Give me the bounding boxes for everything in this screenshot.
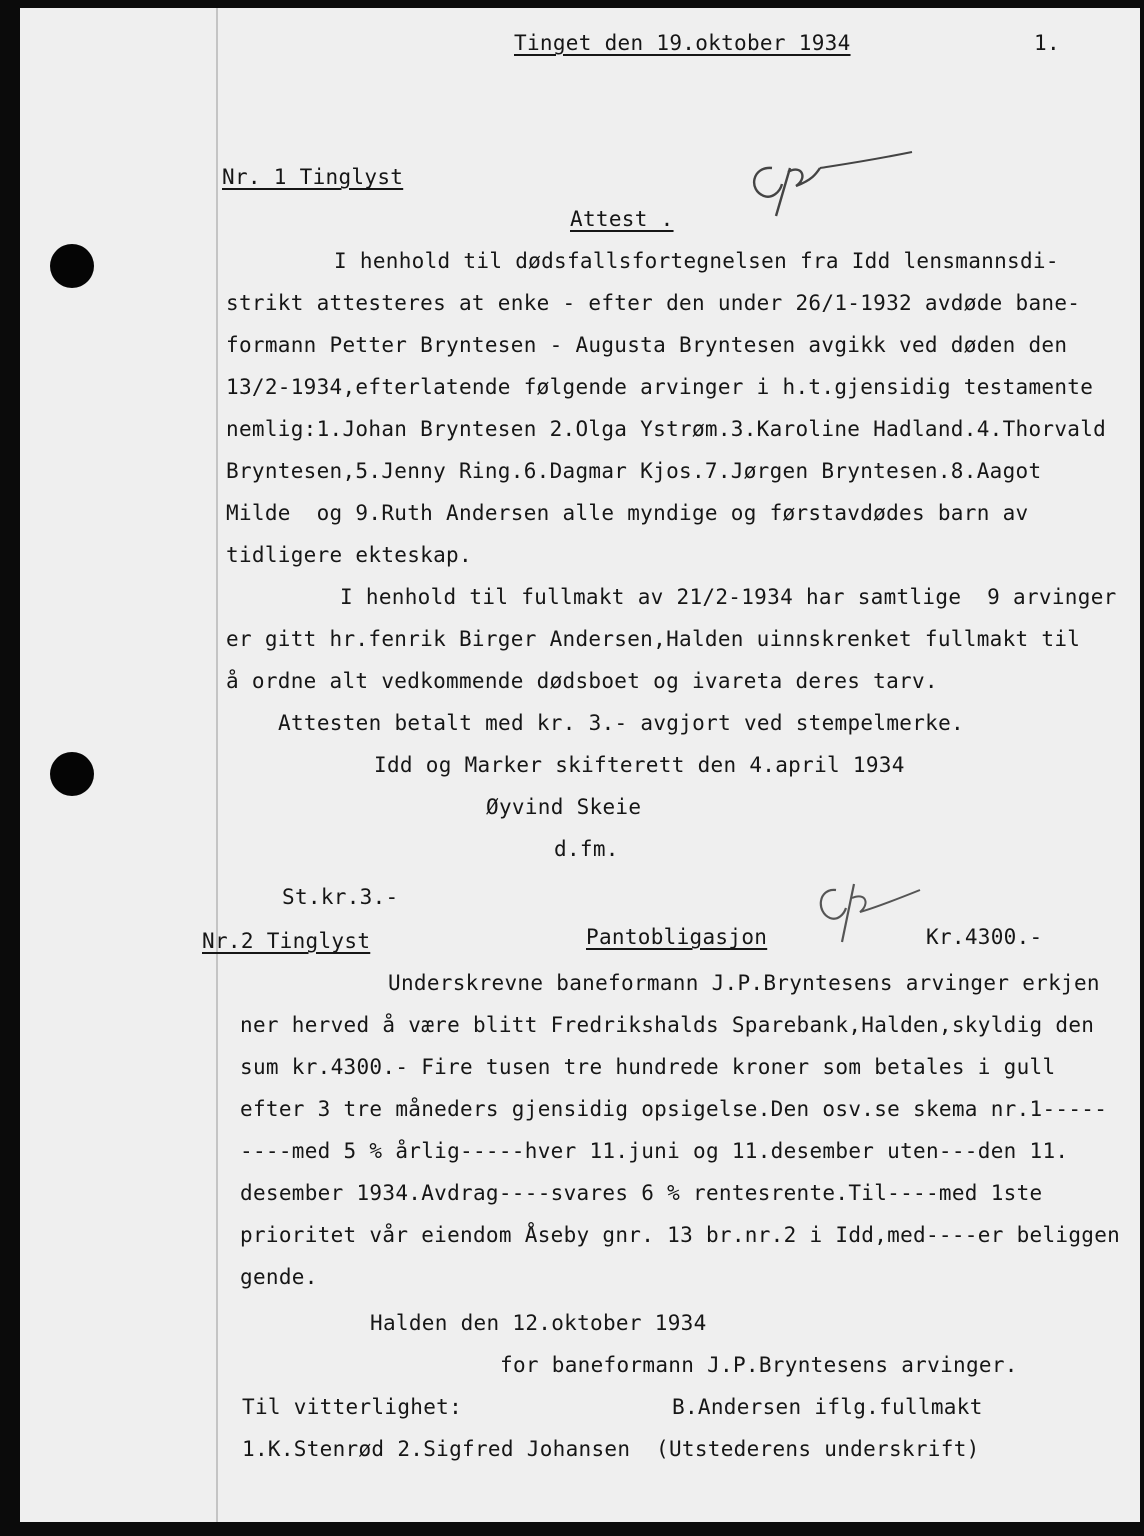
text-line: tidligere ekteskap. xyxy=(226,543,472,567)
signatory-title: d.fm. xyxy=(554,837,619,861)
text-line: Underskrevne baneformann J.P.Bryntesens arvinger erkjen xyxy=(388,971,1100,995)
text-line: å ordne alt vedkommende dødsboet og ivareta deres tarv. xyxy=(226,669,938,693)
text-line: desember 1934.Avdrag----svares 6 % rentesrente.Til----med 1ste xyxy=(240,1181,1043,1205)
handwritten-initials-mark xyxy=(742,138,932,228)
text-line: I henhold til dødsfallsfortegnelsen fra Idd lensmannsdi- xyxy=(334,249,1059,273)
entry2-heading: Nr.2 Tinglyst xyxy=(202,929,371,953)
place-date-line: Halden den 12.oktober 1934 xyxy=(370,1311,707,1335)
text-line: nemlig:1.Johan Bryntesen 2.Olga Ystrøm.3.Karoline Hadland.4.Thorvald xyxy=(226,417,1107,441)
date-line: Tinget den 19.oktober 1934 xyxy=(514,31,851,55)
witness-label: Til vitterlighet: xyxy=(242,1395,463,1419)
text-line: efter 3 tre måneders gjensidig opsigelse.Den osv.se skema nr.1----- xyxy=(240,1097,1108,1121)
text-line: Attesten betalt med kr. 3.- avgjort ved stempelmerke. xyxy=(278,711,964,735)
text-line: I henhold til fullmakt av 21/2-1934 har samtlige 9 arvinger xyxy=(340,585,1117,609)
entry2-title: Pantobligasjon xyxy=(586,925,768,949)
text-line: formann Petter Bryntesen - Augusta Bryntesen avgikk ved døden den xyxy=(226,333,1068,357)
text-line: Milde og 9.Ruth Andersen alle myndige og førstavdødes barn av xyxy=(226,501,1029,525)
text-line: prioritet vår eiendom Åseby gnr. 13 br.nr.2 i Idd,med----er beliggen xyxy=(240,1223,1121,1247)
text-line: sum kr.4300.- Fire tusen tre hundrede kroner som betales i gull xyxy=(240,1055,1056,1079)
text-line: Bryntesen,5.Jenny Ring.6.Dagmar Kjos.7.Jørgen Bryntesen.8.Aagot xyxy=(226,459,1042,483)
entry1-heading: Nr. 1 Tinglyst xyxy=(222,165,404,189)
punch-hole-top xyxy=(50,244,94,288)
document-page xyxy=(20,8,1140,1522)
signer-line: B.Andersen iflg.fullmakt xyxy=(672,1395,983,1419)
text-line: er gitt hr.fenrik Birger Andersen,Halden uinnskrenket fullmakt til xyxy=(226,627,1081,651)
margin-line xyxy=(216,8,218,1522)
text-line: Idd og Marker skifterett den 4.april 1934 xyxy=(374,753,905,777)
punch-hole-bottom xyxy=(50,752,94,796)
witness-names: 1.K.Stenrød 2.Sigfred Johansen xyxy=(242,1437,631,1461)
signatory-name: Øyvind Skeie xyxy=(486,795,642,819)
stamp-fee: St.kr.3.- xyxy=(282,885,399,909)
text-line: 13/2-1934,efterlatende følgende arvinger i h.t.gjensidig testamente xyxy=(226,375,1094,399)
text-line: ner herved å være blitt Fredrikshalds Sparebank,Halden,skyldig den xyxy=(240,1013,1095,1037)
entry2-amount: Kr.4300.- xyxy=(926,925,1043,949)
on-behalf-line: for baneformann J.P.Bryntesens arvinger. xyxy=(500,1353,1018,1377)
text-line: ----med 5 % årlig-----hver 11.juni og 11.desember uten---den 11. xyxy=(240,1139,1069,1163)
handwritten-initials-mark xyxy=(810,868,930,948)
text-line: strikt attesteres at enke - efter den under 26/1-1932 avdøde bane- xyxy=(226,291,1081,315)
issuer-signature-label: (Utstederens underskrift) xyxy=(656,1437,980,1461)
entry1-title: Attest . xyxy=(570,207,674,231)
text-line: gende. xyxy=(240,1265,318,1289)
page-number: 1. xyxy=(1034,31,1060,55)
